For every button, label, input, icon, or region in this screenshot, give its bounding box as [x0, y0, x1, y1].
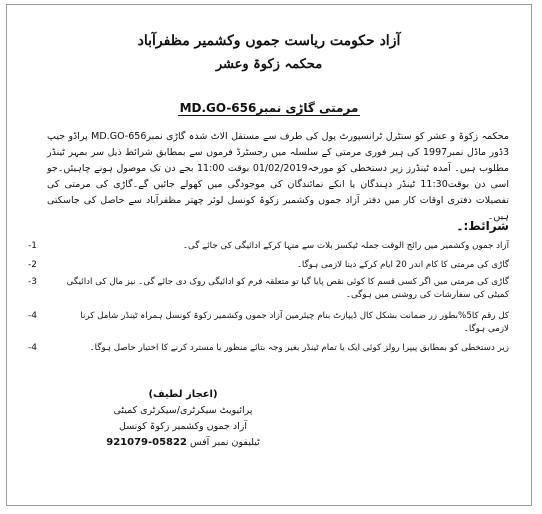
condition-text: کل رقم کا5%بطور زر ضمانت بشکل کال ڈیپازٹ بنام چیئرمین آزاد جموں وکشمیر زکوۃ کونسل ہمراہ ٹینڈر شامل کرنا لازمی ہوگا۔: [80, 311, 509, 334]
notice-title: [7, 101, 531, 115]
conditions-heading: شرائط:۔: [456, 219, 509, 233]
signatory-name: (اعجاز لطیف): [148, 389, 218, 400]
signature-block: [93, 387, 273, 451]
condition-number: -3: [28, 277, 37, 287]
notice-title-text: مرمتی گاڑی نمبرMD.GO-656: [179, 101, 359, 115]
condition-text: آزاد جموں وکشمیر میں رائج الوقت جملہ ٹیکسز بلات سے منہا کرکے ادائیگی کی جائے گی۔: [182, 241, 509, 251]
condition-item: [28, 259, 509, 272]
condition-item: [28, 310, 509, 336]
government-heading: آزاد حکومت ریاست جموں وکشمیر مظفرآباد: [137, 33, 401, 49]
condition-item: [28, 240, 509, 253]
condition-text: گاڑی کی مرمتی میں اگر کسی قسم کا کوئی نقص پایا گیا تو متعلقہ فرم کو ادائیگی روک دی جائے گی۔ نیز مال کی ادائیگی کمیٹی کی سفارشات کی روشنی میں ہوگی۔: [66, 277, 509, 300]
condition-number: -2: [28, 260, 37, 270]
condition-number: -4: [28, 311, 37, 321]
notice-paragraph: محکمہ زکوۃ و عشر کو سنٹرل ٹرانسپورٹ پول کی طرف سے مستقل الاٹ شدہ گاڑی نمبرMD.GO-656 پراڈو جیپ 3ڈور ماڈل نمبر1997 کی ہیر فوری مرمتی کے سلسلہ میں رجسٹرڈ فرموں سے بمطابق شرائط ذیل سر بمہر ٹینڈر مطلوب ہیں۔ آمدہ ٹینڈرز زیر دستخطی کو مورخہ01/02/2019 بوقت 11:00 بجے دن تک موصول ہونے چاہیئں۔جو اسی دن بوقت11:30 ٹینڈر دہندگان یا انکے نمائندگان کی موجودگی میں کھولے جائیں گے۔گاڑی کی مرمتی کی تفصیلات دفتری اوقات کار میں دفتر آزاد جموں وکشمیر زکوۃ کونسل لوئر چھتر مظفرآباد سے حاصل کی جاسکتی ہیں۔: [47, 131, 510, 222]
condition-item: [28, 342, 509, 355]
condition-number: -4: [28, 343, 37, 353]
signatory-designation: پرائیویٹ سیکرٹری/سیکرٹری کمیٹی: [113, 405, 253, 416]
condition-item: [28, 276, 509, 302]
condition-text: زیر دستخطی کو بمطابق پیپرا رولز کوئی ایک یا تمام ٹینڈر بغیر وجہ بتائے منظور یا مسترد کرنے کا اختیار حاصل ہوگا۔: [89, 343, 509, 353]
phone-line: [93, 435, 273, 451]
signatory-office: آزاد جموں وکشمیر زکوۃ کونسل: [119, 421, 247, 432]
condition-number: -1: [28, 241, 37, 251]
department-heading: محکمہ زکوۃ وعشر: [215, 57, 323, 72]
condition-text: گاڑی کی مرمتی کا کام اندر 20 ایام کرکے دینا لازمی ہوگا۔: [296, 260, 509, 270]
phone-number: 05822-921079: [106, 437, 187, 448]
tender-notice-page: [6, 4, 532, 506]
phone-label: ٹیلیفون نمبر آفس: [189, 437, 260, 448]
